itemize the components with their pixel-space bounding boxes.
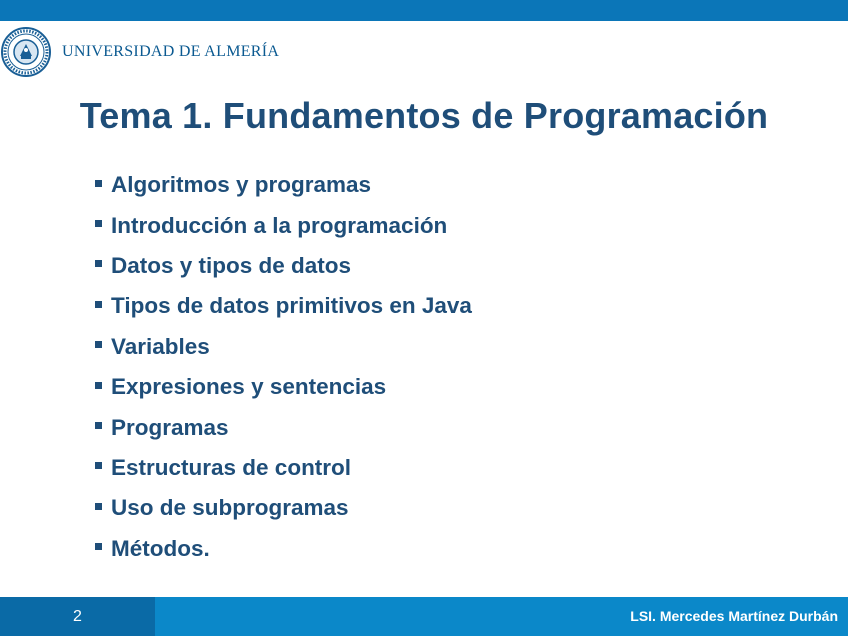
list-item-label: Uso de subprogramas bbox=[111, 495, 349, 521]
square-bullet-icon bbox=[95, 382, 102, 389]
footer-bar bbox=[0, 597, 848, 636]
page-number: 2 bbox=[73, 608, 82, 625]
list-item bbox=[95, 488, 472, 528]
slide-title: Tema 1. Fundamentos de Programación bbox=[79, 95, 769, 136]
list-item-label: Programas bbox=[111, 414, 229, 440]
university-seal-icon bbox=[0, 26, 52, 78]
footer-page-box bbox=[0, 597, 155, 636]
square-bullet-icon bbox=[95, 260, 102, 267]
list-item bbox=[95, 448, 472, 488]
author-credit: LSI. Mercedes Martínez Durbán bbox=[630, 608, 838, 624]
list-item-label: Expresiones y sentencias bbox=[111, 374, 387, 400]
square-bullet-icon bbox=[95, 422, 102, 429]
square-bullet-icon bbox=[95, 503, 102, 510]
list-item-label: Estructuras de control bbox=[111, 454, 352, 480]
list-item-label: Datos y tipos de datos bbox=[111, 252, 352, 278]
list-item bbox=[95, 529, 472, 569]
top-header-bar bbox=[0, 0, 848, 21]
square-bullet-icon bbox=[95, 220, 102, 227]
list-item bbox=[95, 246, 472, 286]
square-bullet-icon bbox=[95, 341, 102, 348]
square-bullet-icon bbox=[95, 462, 102, 469]
list-item bbox=[95, 286, 472, 326]
square-bullet-icon bbox=[95, 301, 102, 308]
list-item-label: Métodos. bbox=[111, 535, 210, 561]
list-item bbox=[95, 407, 472, 447]
list-item bbox=[95, 367, 472, 407]
list-item bbox=[95, 327, 472, 367]
list-item bbox=[95, 205, 472, 245]
square-bullet-icon bbox=[95, 180, 102, 187]
list-item bbox=[95, 165, 472, 205]
list-item-label: Variables bbox=[111, 333, 210, 359]
topic-list bbox=[95, 165, 472, 569]
list-item-label: Tipos de datos primitivos en Java bbox=[111, 293, 472, 319]
university-name: UNIVERSIDAD DE ALMERÍA bbox=[62, 43, 280, 60]
square-bullet-icon bbox=[95, 543, 102, 550]
list-item-label: Introducción a la programación bbox=[111, 212, 448, 238]
university-logo bbox=[0, 22, 300, 82]
list-item-label: Algoritmos y programas bbox=[111, 172, 372, 198]
